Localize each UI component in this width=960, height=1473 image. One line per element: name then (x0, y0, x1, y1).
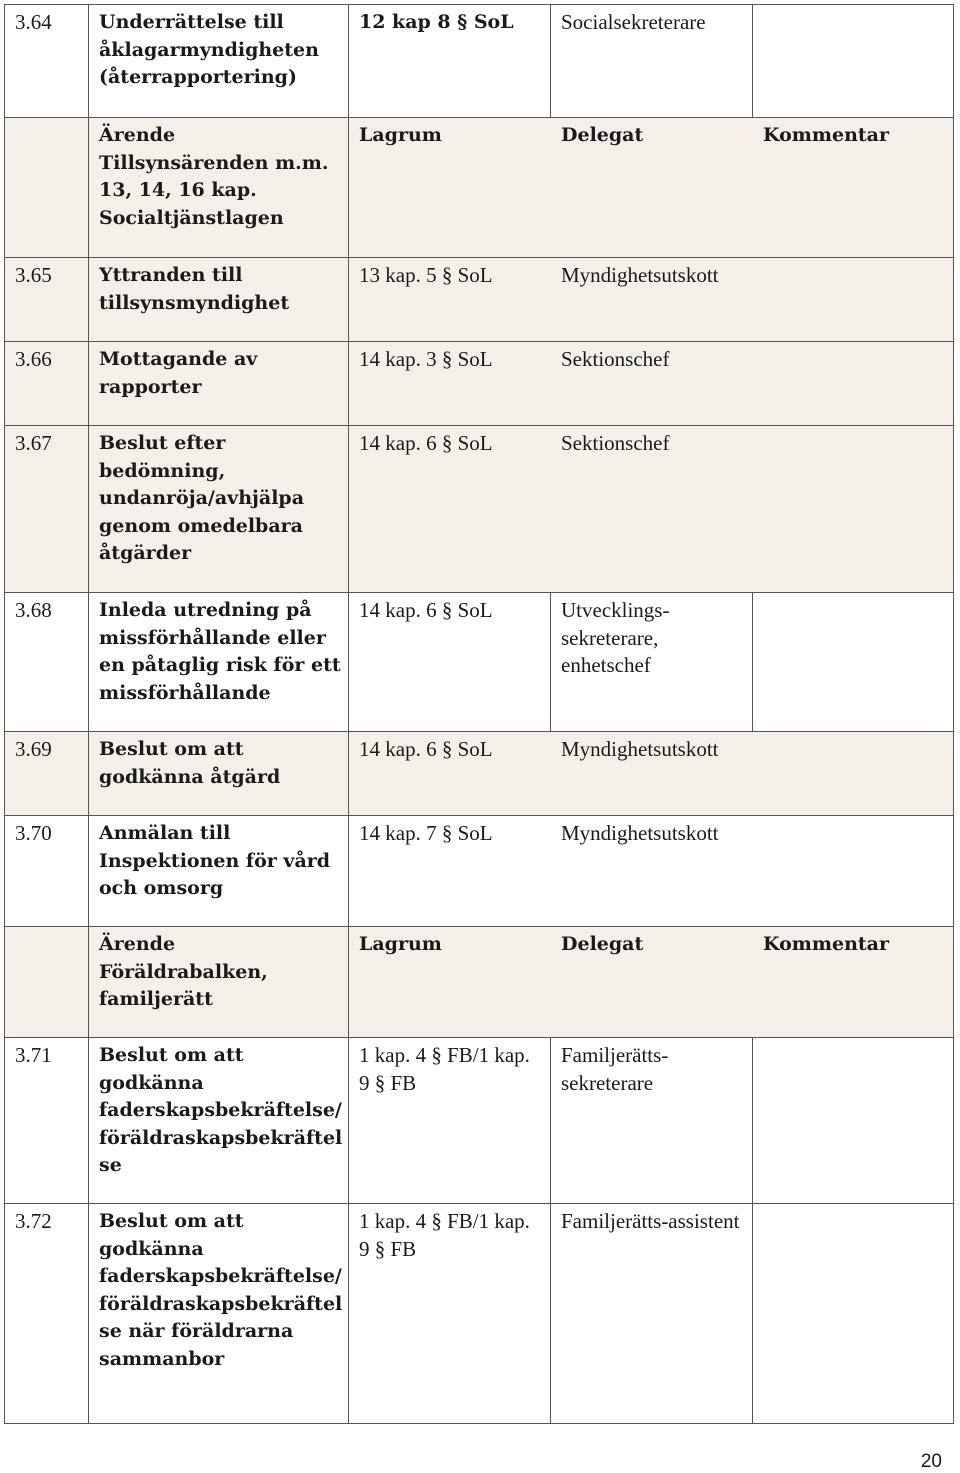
page-number: 20 (920, 1451, 942, 1472)
item-lagrum: 1 kap. 4 § FB/1 kap. 9 § FB (349, 1038, 551, 1204)
item-title: Anmälan till Inspektionen för vård och omsorg (89, 816, 349, 927)
item-kommentar (753, 1204, 954, 1424)
item-title: Underrättelse till åklagarmyndigheten (återrapportering) (89, 5, 349, 118)
column-header-delegat: Delegat (561, 933, 644, 955)
item-title: Mottagande av rapporter (89, 342, 349, 426)
column-header-lagrum: Lagrum (359, 933, 442, 955)
item-kommentar (753, 593, 954, 732)
item-delegat: Socialsekreterare (551, 5, 753, 118)
item-lagrum: 14 kap. 7 § SoL (359, 821, 493, 845)
item-delegat: Familjerätts-sekreterare (551, 1038, 753, 1204)
item-title: Yttranden till tillsynsmyndighet (89, 258, 349, 342)
item-lagrum: 14 kap. 3 § SoL (359, 347, 493, 371)
table-row (5, 5, 954, 118)
item-kommentar (753, 5, 954, 118)
item-number: 3.68 (5, 593, 89, 732)
item-title: Beslut om att godkänna faderskapsbekräftelse/ föräldraskapsbekräftel se när föräldrarna sammanbor (89, 1204, 349, 1424)
section-header-spacer (5, 927, 89, 1038)
table-row (5, 1204, 954, 1424)
item-delegat: Familjerätts-assistent (551, 1204, 753, 1424)
column-header-lagrum: Lagrum (359, 124, 442, 146)
section-title: Ärende Tillsynsärenden m.m. 13, 14, 16 kap. Socialtjänstlagen (89, 118, 349, 258)
item-details (349, 816, 954, 927)
item-title: Beslut om att godkänna faderskapsbekräftelse/ föräldraskapsbekräftel se (89, 1038, 349, 1204)
table-row (5, 593, 954, 732)
item-number: 3.72 (5, 1204, 89, 1424)
column-header-kommentar: Kommentar (763, 124, 889, 146)
item-details (349, 258, 954, 342)
column-header-delegat: Delegat (561, 124, 644, 146)
item-number: 3.66 (5, 342, 89, 426)
item-delegat: Utvecklings-sekreterare, enhetschef (551, 593, 753, 732)
item-title: Inleda utredning på missförhållande eller en påtaglig risk för ett missförhållande (89, 593, 349, 732)
item-details (349, 732, 954, 816)
table-row (5, 258, 954, 342)
item-number: 3.64 (5, 5, 89, 118)
table-row (5, 732, 954, 816)
item-lagrum: 1 kap. 4 § FB/1 kap. 9 § FB (349, 1204, 551, 1424)
item-number: 3.67 (5, 426, 89, 593)
item-lagrum: 14 kap. 6 § SoL (359, 431, 493, 455)
item-number: 3.65 (5, 258, 89, 342)
section-title: Ärende Föräldrabalken, familjerätt (89, 927, 349, 1038)
section-header-row (5, 118, 954, 258)
table-row (5, 342, 954, 426)
section-header-row (5, 927, 954, 1038)
item-lagrum: 12 kap 8 § SoL (349, 5, 551, 118)
item-number: 3.70 (5, 816, 89, 927)
item-delegat: Myndighetsutskott (561, 737, 719, 761)
section-header-spacer (5, 118, 89, 258)
item-details (349, 426, 954, 593)
item-number: 3.71 (5, 1038, 89, 1204)
item-lagrum: 14 kap. 6 § SoL (349, 593, 551, 732)
item-delegat: Sektionschef (561, 347, 670, 371)
table-row (5, 816, 954, 927)
section-column-headers (349, 927, 954, 1038)
item-delegat: Sektionschef (561, 431, 670, 455)
item-title: Beslut om att godkänna åtgärd (89, 732, 349, 816)
table-row (5, 426, 954, 593)
item-lagrum: 14 kap. 6 § SoL (359, 737, 493, 761)
item-details (349, 342, 954, 426)
item-number: 3.69 (5, 732, 89, 816)
column-header-kommentar: Kommentar (763, 933, 889, 955)
item-delegat: Myndighetsutskott (561, 263, 719, 287)
delegation-table (4, 4, 954, 1424)
table-row (5, 1038, 954, 1204)
section-column-headers (349, 118, 954, 258)
item-delegat: Myndighetsutskott (561, 821, 719, 845)
item-lagrum: 13 kap. 5 § SoL (359, 263, 493, 287)
item-kommentar (753, 1038, 954, 1204)
item-title: Beslut efter bedömning, undanröja/avhjälpa genom omedelbara åtgärder (89, 426, 349, 593)
